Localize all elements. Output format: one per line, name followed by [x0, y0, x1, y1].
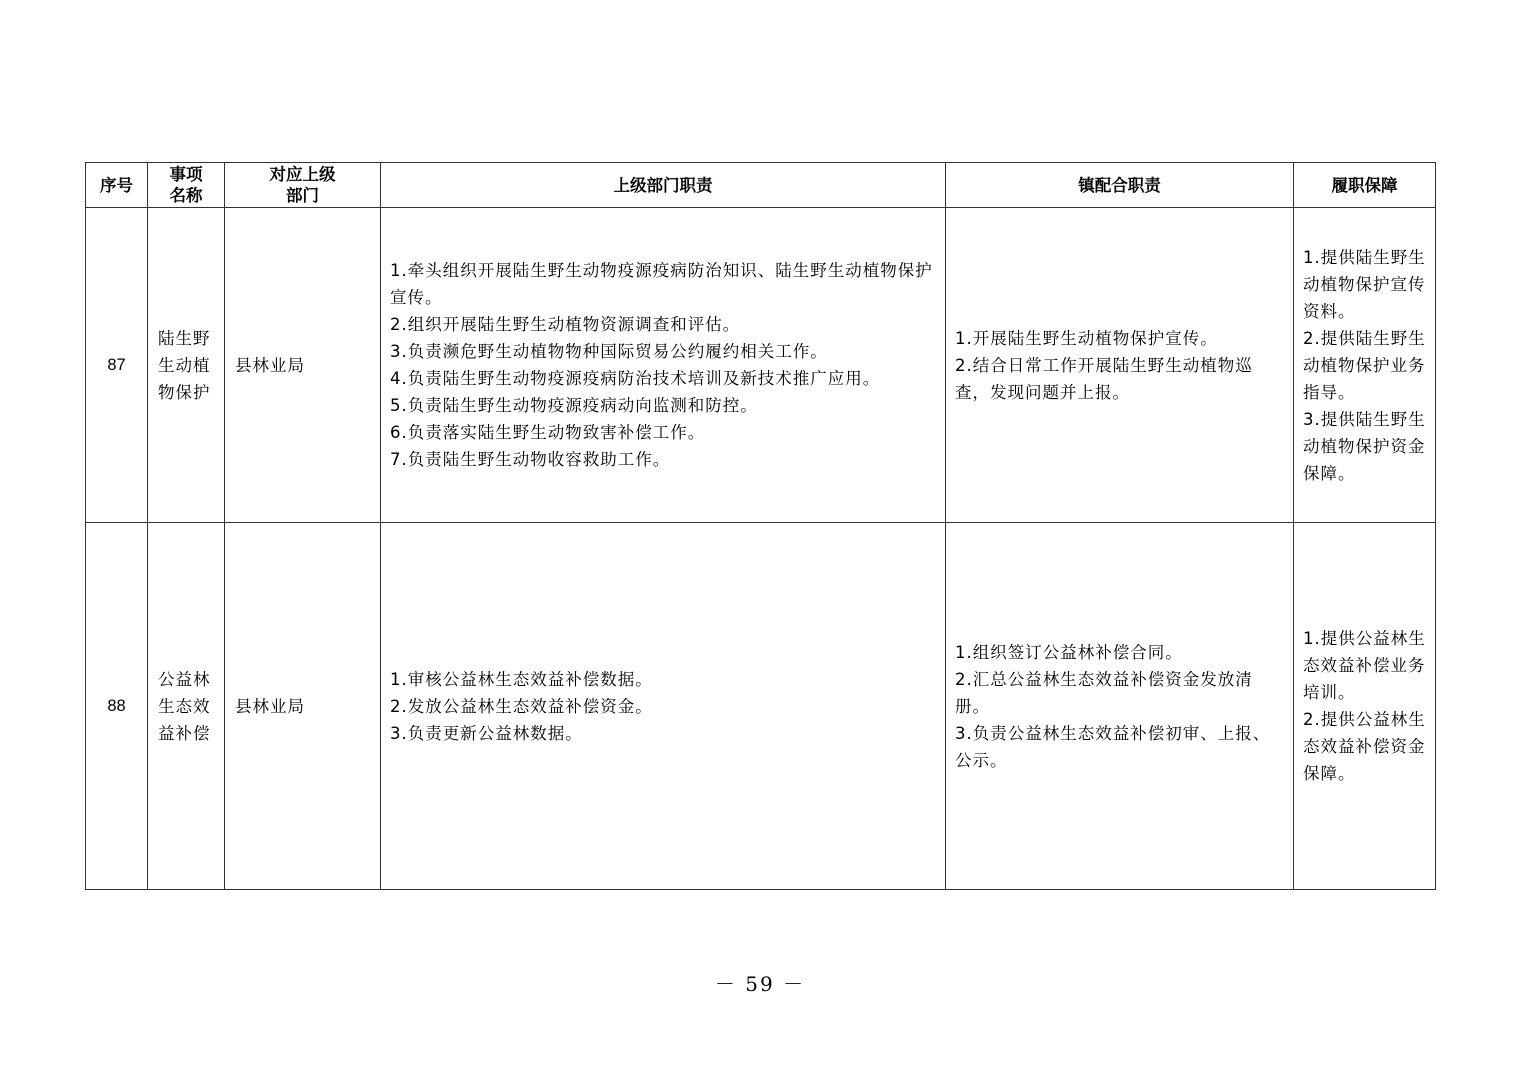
upper-duty-item: 3.负责濒危野生动植物物种国际贸易公约履约相关工作。 — [390, 342, 828, 361]
row-seq: 88 — [86, 523, 148, 890]
header-town-duty: 镇配合职责 — [946, 163, 1294, 208]
town-duty-item: 1.开展陆生野生动植物保护宣传。 — [955, 328, 1218, 348]
row-upper-duties — [381, 208, 946, 523]
upper-duty-item: 6.负责落实陆生野生动物致害补偿工作。 — [390, 423, 706, 442]
guarantee-item: 2.提供公益林生态效益补偿资金保障。 — [1303, 710, 1426, 783]
guarantee-item: 1.提供公益林生态效益补偿业务培训。 — [1303, 629, 1426, 702]
guarantee-item: 2.提供陆生野生动植物保护业务指导。 — [1303, 328, 1426, 402]
upper-duty-item: 1.审核公益林生态效益补偿数据。 — [390, 669, 653, 689]
row-dept: 县林业局 — [225, 523, 381, 890]
upper-duty-item: 5.负责陆生野生动物疫源疫病动向监测和防控。 — [390, 396, 758, 415]
row-dept: 县林业局 — [225, 208, 381, 523]
guarantee-item: 1.提供陆生野生动植物保护宣传资料。 — [1303, 247, 1426, 321]
upper-duty-item: 3.负责更新公益林数据。 — [390, 723, 583, 743]
table-row — [86, 208, 1436, 523]
town-duty-item: 3.负责公益林生态效益补偿初审、上报、公示。 — [955, 723, 1271, 770]
page-number: － 59 － — [714, 972, 806, 996]
table-header-row — [86, 163, 1436, 208]
table-row — [86, 523, 1436, 890]
item-name-line: 物保护 — [158, 382, 211, 402]
town-duty-item: 2.汇总公益林生态效益补偿资金发放清册。 — [955, 669, 1253, 716]
header-item-name — [148, 163, 225, 208]
row-seq: 87 — [86, 208, 148, 523]
upper-duty-item: 7.负责陆生野生动物收容救助工作。 — [390, 450, 671, 469]
item-name-line: 陆生野 — [158, 328, 211, 348]
row-town-duties — [946, 523, 1294, 890]
header-seq: 序号 — [86, 163, 148, 208]
header-upper-duty: 上级部门职责 — [381, 163, 946, 208]
guarantee-item: 3.提供陆生野生动植物保护资金保障。 — [1303, 409, 1426, 483]
header-guarantee: 履职保障 — [1294, 163, 1436, 208]
header-item-name-line-1: 事项 — [169, 165, 203, 184]
header-dept — [225, 163, 381, 208]
upper-duty-item: 1.牵头组织开展陆生野生动物疫源疫病防治知识、陆生野生动植物保护宣传。 — [390, 261, 933, 307]
town-duty-item: 1.组织签订公益林补偿合同。 — [955, 642, 1183, 662]
row-town-duties — [946, 208, 1294, 523]
town-duty-item: 2.结合日常工作开展陆生野生动植物巡查，发现问题并上报。 — [955, 355, 1253, 402]
item-name-line: 公益林 — [158, 669, 211, 689]
upper-duty-item: 2.组织开展陆生野生动植物资源调查和评估。 — [390, 315, 741, 334]
row-upper-duties — [381, 523, 946, 890]
header-item-name-line-2: 名称 — [169, 186, 203, 205]
upper-duty-item: 2.发放公益林生态效益补偿资金。 — [390, 696, 653, 716]
item-name-line: 益补偿 — [158, 723, 211, 743]
row-item-name — [148, 208, 225, 523]
item-name-line: 生动植 — [158, 355, 211, 375]
duty-table — [85, 162, 1436, 890]
row-guarantee — [1294, 523, 1436, 890]
header-dept-line-1: 对应上级 — [269, 165, 336, 184]
header-dept-line-2: 部门 — [286, 186, 319, 205]
row-guarantee — [1294, 208, 1436, 523]
item-name-line: 生态效 — [158, 696, 211, 716]
upper-duty-item: 4.负责陆生野生动物疫源疫病防治技术培训及新技术推广应用。 — [390, 369, 881, 388]
row-item-name — [148, 523, 225, 890]
